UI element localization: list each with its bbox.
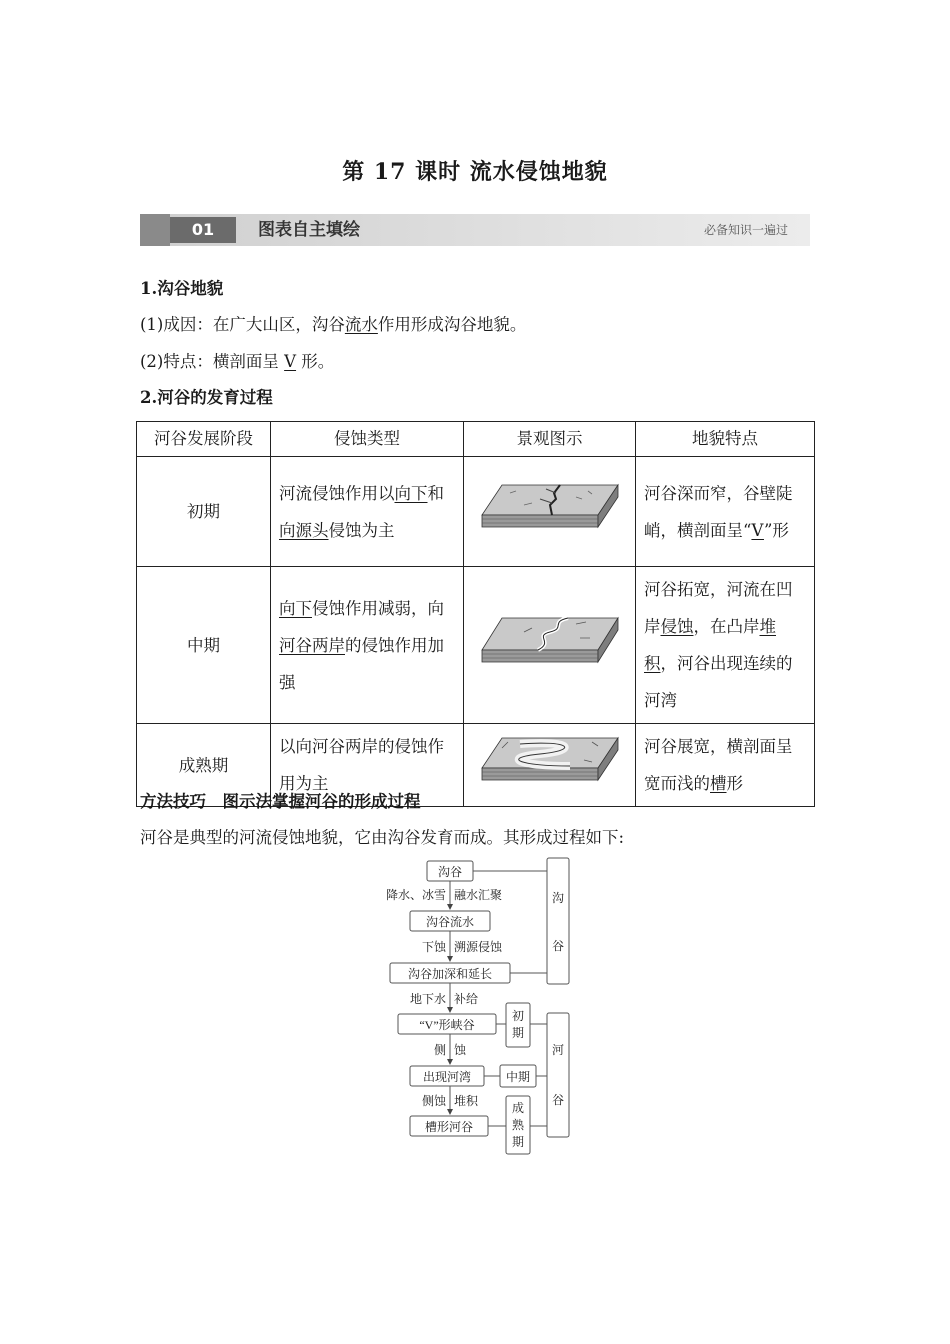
text: 河流侵蚀作用以: [279, 483, 395, 503]
arrow-label: 蚀: [454, 1043, 467, 1057]
group-label: 河: [551, 1043, 565, 1057]
group-label: 谷: [551, 939, 565, 953]
landscape-cell: [464, 457, 636, 567]
landscape-cell: [464, 567, 636, 724]
gully-heading: 1.沟谷地貌: [140, 279, 224, 298]
stage-label: 期: [511, 1026, 525, 1040]
arrow-label: 溯源侵蚀: [454, 940, 503, 954]
filled-blank: 槽: [710, 774, 727, 793]
stage-cell: 成熟期: [137, 724, 271, 807]
table-row: [137, 457, 815, 567]
text: 的侵蚀作用加强: [279, 635, 444, 692]
feature-cell: [636, 457, 815, 567]
banner-subtitle: 必备知识一遍过: [703, 223, 788, 237]
method-heading: 方法技巧 图示法掌握河谷的形成过程: [140, 792, 421, 811]
header-landscape: 景观图示: [464, 422, 636, 457]
flow-label: 槽形河谷: [424, 1120, 474, 1134]
section-banner: [140, 214, 810, 246]
filled-blank: V: [284, 352, 297, 371]
text: 侵蚀作用减弱，向: [312, 598, 444, 618]
gully-cause: [140, 314, 526, 336]
text: 形。: [296, 352, 335, 371]
banner-number: 01: [170, 217, 236, 243]
filled-blank: 向下: [279, 598, 312, 618]
page-title: 第 17 课时 流水侵蚀地貌: [342, 159, 608, 185]
table-header-row: [137, 422, 815, 457]
erosion-cell: [271, 457, 464, 567]
header-feature: 地貌特点: [636, 422, 815, 457]
valley-development-table: [136, 421, 815, 807]
stage-label: 成: [511, 1101, 525, 1115]
stage-label: 熟: [511, 1118, 525, 1132]
arrow-label: 补给: [454, 992, 479, 1006]
text: 河谷展宽，横剖面呈宽而浅的: [644, 737, 793, 793]
arrow-label: 侧: [433, 1043, 446, 1057]
filled-blank: 向源头: [279, 520, 329, 540]
text: ”形: [763, 520, 789, 540]
header-erosion: 侵蚀类型: [271, 422, 464, 457]
stage-cell: 初期: [137, 457, 271, 567]
filled-blank: 向下: [394, 483, 428, 503]
stage-label: 初: [511, 1009, 525, 1023]
banner-title: 图表自主填绘: [258, 220, 360, 240]
text: ，在凸岸: [693, 617, 760, 636]
flow-label: 沟谷流水: [425, 915, 475, 929]
landscape-cell: [464, 724, 636, 807]
text: (2)特点：横剖面呈: [140, 352, 285, 371]
feature-cell: [636, 567, 815, 724]
table-row: [137, 567, 815, 724]
arrow-label: 融水汇聚: [454, 888, 503, 902]
text: 作用形成沟谷地貌。: [377, 315, 527, 334]
banner-accent: [140, 214, 170, 246]
text: 和: [427, 483, 444, 503]
valley-heading: 2.河谷的发育过程: [140, 388, 273, 407]
arrow-label: 降水、冰雪: [385, 888, 446, 902]
middle-valley-illustration: [480, 608, 620, 670]
feature-cell: [636, 724, 815, 807]
arrow-label: 堆积: [454, 1094, 479, 1108]
text: 河谷拓宽，河流在凹岸: [644, 580, 793, 636]
erosion-cell: [271, 567, 464, 724]
text: 河谷深而窄，谷壁陡峭，横剖面呈“: [644, 483, 793, 540]
early-valley-illustration: [480, 475, 620, 535]
filled-blank: 堆积: [644, 617, 776, 673]
valley-formation-flowchart: [370, 856, 580, 1156]
filled-blank: 侵蚀: [660, 617, 694, 636]
stage-label: 中期: [505, 1070, 531, 1084]
arrow-label: 地下水: [409, 992, 446, 1006]
gully-feature: [140, 351, 334, 373]
flow-label: 沟谷: [437, 865, 463, 879]
erosion-cell: 以向河谷两岸的侵蚀作用为主: [271, 724, 464, 807]
text: ，河谷出现连续的河湾: [644, 654, 793, 710]
mature-valley-illustration: [480, 730, 620, 788]
filled-blank: 河谷两岸: [279, 635, 345, 655]
text: (1)成因：在广大山区，沟谷: [140, 315, 345, 334]
arrow-label: 下蚀: [421, 940, 446, 954]
group-box: [547, 858, 569, 984]
group-box: [547, 1013, 569, 1137]
flow-label: 沟谷加深和延长: [407, 967, 493, 981]
text: 侵蚀为主: [328, 520, 395, 540]
arrow-label: 侧蚀: [421, 1094, 446, 1108]
group-label: 沟: [551, 891, 565, 905]
stage-cell: 中期: [137, 567, 271, 724]
header-stage: 河谷发展阶段: [137, 422, 271, 457]
filled-blank: V: [751, 520, 764, 540]
flow-label: 出现河湾: [422, 1070, 472, 1084]
method-text: 河谷是典型的河流侵蚀地貌，它由沟谷发育而成。其形成过程如下:: [140, 828, 625, 847]
text: 形: [726, 774, 743, 793]
filled-blank: 流水: [344, 315, 378, 334]
flow-label: “V”形峡谷: [419, 1018, 475, 1032]
group-label: 谷: [551, 1093, 565, 1107]
stage-label: 期: [511, 1135, 525, 1149]
